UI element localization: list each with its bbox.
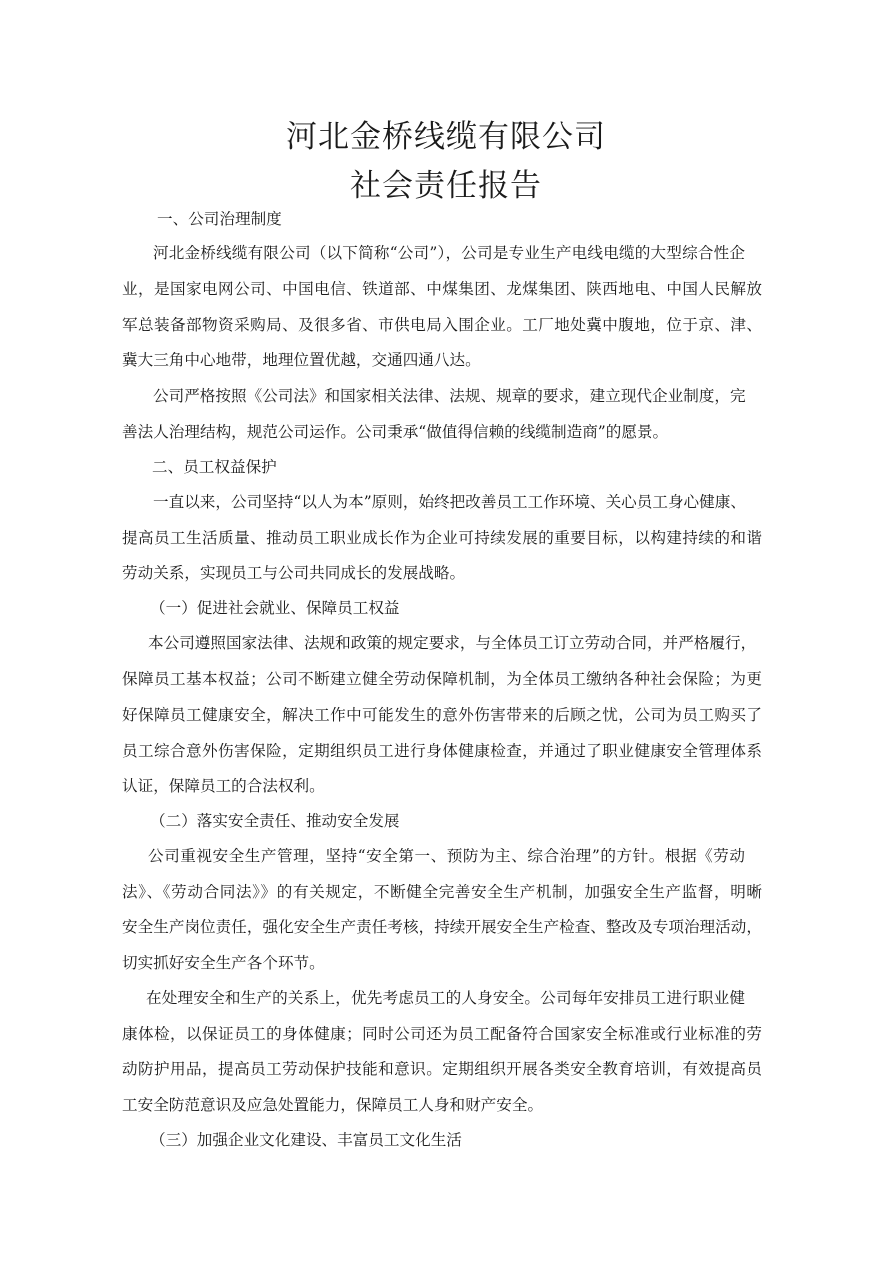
paragraph-line: 工安全防范意识及应急处置能力，保障员工人身和财产安全。 [122, 1096, 544, 1114]
paragraph-line: 河北金桥线缆有限公司（以下简称“公司”），公司是专业生产电线电缆的大型综合性企 [153, 244, 745, 262]
paragraph-line: 康体检，以保证员工的身体健康；同时公司还为员工配备符合国家安全标准或行业标准的劳 [122, 1025, 762, 1043]
paragraph-line: 认证，保障员工的合法权利。 [122, 777, 325, 795]
paragraph-line: 本公司遵照国家法律、法规和政策的规定要求，与全体员工订立劳动合同，并严格履行， [148, 634, 757, 652]
paragraph-line: 好保障员工健康安全，解决工作中可能发生的意外伤害带来的后顾之忧，公司为员工购买了 [122, 706, 762, 724]
paragraph-line: 善法人治理结构，规范公司运作。公司秉承“做值得信赖的线缆制造商”的愿景。 [122, 423, 669, 441]
paragraph-line: 员工综合意外伤害保险，定期组织员工进行身体健康检查，并通过了职业健康安全管理体系 [122, 742, 762, 760]
subsection-heading-culture: （三）加强企业文化建设、丰富员工文化生活 [150, 1131, 462, 1149]
paragraph-line: 安全生产岗位责任，强化安全生产责任考核，持续开展安全生产检查、整改及专项治理活动， [122, 918, 762, 936]
paragraph-line: 切实抓好安全生产各个环节。 [122, 954, 325, 972]
paragraph-line: 军总装备部物资采购局、及很多省、市供电局入围企业。工厂地处冀中腹地，位于京、津、 [122, 316, 762, 334]
paragraph-line: 在处理安全和生产的关系上，优先考虑员工的人身安全。公司每年安排员工进行职业健 [146, 989, 745, 1007]
section-heading-employee-rights: 二、员工权益保护 [152, 458, 277, 476]
document-title: 河北金桥线缆有限公司 [286, 119, 606, 155]
section-heading-governance: 一、公司治理制度 [157, 210, 282, 228]
paragraph-line: 提高员工生活质量、推动员工职业成长作为企业可持续发展的重要目标，以构建持续的和谐 [122, 529, 762, 547]
paragraph-line: 动防护用品，提高员工劳动保护技能和意识。定期组织开展各类安全教育培训，有效提高员 [122, 1060, 762, 1078]
paragraph-line: 劳动关系，实现员工与公司共同成长的发展战略。 [122, 564, 466, 582]
paragraph-line: 公司重视安全生产管理，坚持“安全第一、预防为主、综合治理”的方针。根据《劳动 [148, 847, 745, 865]
paragraph-line: 保障员工基本权益；公司不断建立健全劳动保障机制，为全体员工缴纳各种社会保险；为更 [122, 670, 762, 688]
paragraph-line: 法》、《劳动合同法》》的有关规定，不断健全完善安全生产机制，加强安全生产监督，明晰 [122, 883, 762, 901]
subsection-heading-employment: （一）促进社会就业、保障员工权益 [150, 599, 400, 617]
paragraph-line: 冀大三角中心地带，地理位置优越，交通四通八达。 [122, 351, 481, 369]
paragraph-line: 一直以来，公司坚持“以人为本”原则，始终把改善员工工作环境、关心员工身心健康、 [153, 493, 746, 511]
document-subtitle: 社会责任报告 [350, 168, 542, 204]
paragraph-line: 业，是国家电网公司、中国电信、铁道部、中煤集团、龙煤集团、陕西地电、中国人民解放 [122, 280, 762, 298]
subsection-heading-safety: （二）落实安全责任、推动安全发展 [150, 812, 400, 830]
paragraph-line: 公司严格按照《公司法》和国家相关法律、法规、规章的要求，建立现代企业制度，完 [153, 387, 746, 405]
